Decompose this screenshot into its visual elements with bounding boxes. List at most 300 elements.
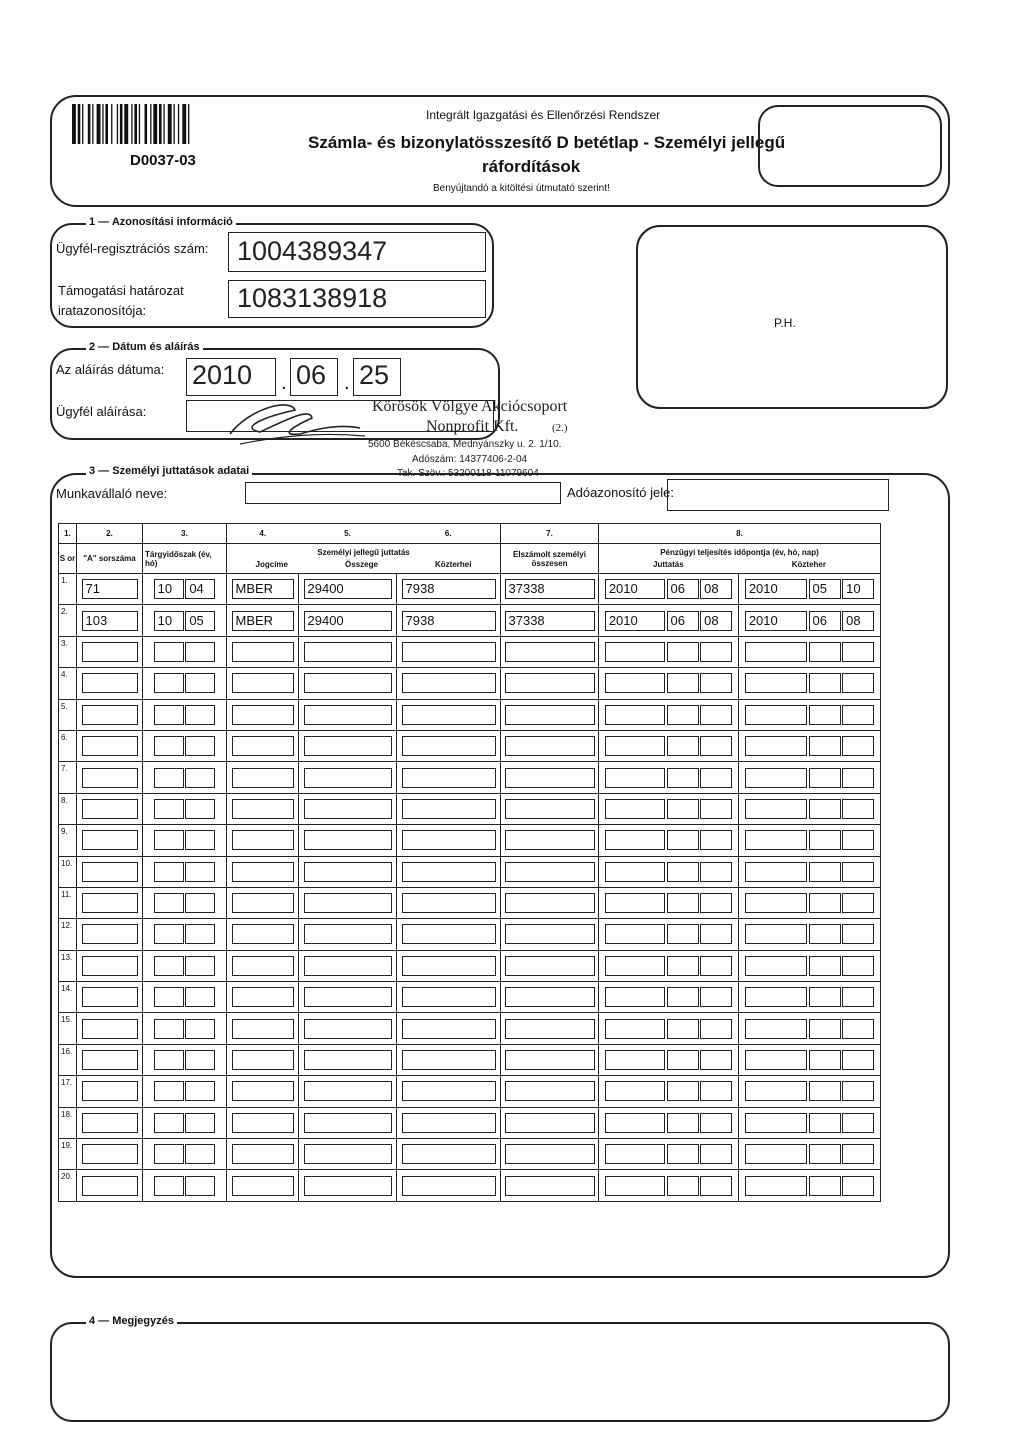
elszamolt-box[interactable] — [505, 642, 595, 662]
juttatas-ev-box[interactable] — [605, 1050, 665, 1070]
kozteher-ho-box[interactable] — [809, 1113, 841, 1133]
kozteher-ev-box[interactable] — [745, 642, 807, 662]
kozteher-nap-box[interactable] — [842, 1050, 874, 1070]
targy-ho-box[interactable] — [185, 736, 215, 756]
remarks-field[interactable] — [56, 1332, 940, 1412]
kozterhei-box[interactable] — [402, 924, 496, 944]
jogcime-box[interactable] — [232, 1144, 294, 1164]
juttatas-ev-box[interactable] — [605, 736, 665, 756]
kozteher-nap-box[interactable] — [842, 830, 874, 850]
kozteher-ho-box[interactable] — [809, 1050, 841, 1070]
targy-ho-box[interactable] — [185, 1081, 215, 1101]
jogcime-box[interactable] — [232, 642, 294, 662]
a-sorszama-box[interactable] — [82, 799, 138, 819]
targy-ev-box[interactable] — [154, 673, 184, 693]
targy-ho-box[interactable] — [185, 1144, 215, 1164]
juttatas-ev-box[interactable] — [605, 1019, 665, 1039]
kozteher-ho-box[interactable] — [809, 1176, 841, 1196]
osszege-box[interactable]: 29400 — [304, 611, 392, 631]
kozteher-nap-box[interactable]: 08 — [842, 611, 874, 631]
targy-ho-box[interactable] — [185, 705, 215, 725]
kozteher-ho-box[interactable] — [809, 799, 841, 819]
col-number-5: 5. — [299, 524, 397, 544]
tax-id-label: Adóazonosító jele: — [567, 485, 674, 500]
targy-ho-box[interactable] — [185, 1019, 215, 1039]
cell-jogcime — [227, 856, 299, 887]
cell-kozteher — [739, 1076, 881, 1107]
juttatas-ev-box[interactable] — [605, 705, 665, 725]
kozteher-nap-box[interactable] — [842, 1081, 874, 1101]
juttatas-ho-box[interactable]: 06 — [667, 611, 699, 631]
cell-targyidoszak — [143, 982, 227, 1013]
a-sorszama-box[interactable] — [82, 987, 138, 1007]
kozterhei-box[interactable] — [402, 830, 496, 850]
jogcime-box[interactable] — [232, 705, 294, 725]
juttatas-nap-box[interactable] — [700, 705, 732, 725]
a-sorszama-box[interactable] — [82, 1176, 138, 1196]
a-sorszama-box[interactable] — [82, 705, 138, 725]
targy-ho-box[interactable] — [185, 893, 215, 913]
form-title-line2: ráfordítások — [482, 157, 581, 176]
juttatas-ho-box[interactable] — [667, 862, 699, 882]
cell-juttatas — [599, 762, 739, 793]
client-reg-field[interactable] — [228, 232, 486, 272]
cell-kozteher — [739, 762, 881, 793]
kozteher-ev-box[interactable] — [745, 673, 807, 693]
elszamolt-box[interactable] — [505, 736, 595, 756]
kozteher-ho-box[interactable]: 06 — [809, 611, 841, 631]
juttatas-nap-box[interactable] — [700, 642, 732, 662]
section2-heading: 2 — Dátum és aláírás — [86, 341, 203, 353]
targy-ho-box[interactable] — [185, 1113, 215, 1133]
targy-ho-box[interactable] — [185, 768, 215, 788]
juttatas-ho-box[interactable] — [667, 1050, 699, 1070]
juttatas-ho-box[interactable] — [667, 987, 699, 1007]
elszamolt-box[interactable] — [505, 1113, 595, 1133]
targy-ho-box[interactable]: 05 — [185, 611, 215, 631]
kozterhei-box[interactable] — [402, 705, 496, 725]
kozteher-ho-box[interactable] — [809, 862, 841, 882]
osszege-box[interactable] — [304, 924, 392, 944]
jogcime-box[interactable] — [232, 799, 294, 819]
kozterhei-box[interactable] — [402, 1019, 496, 1039]
kozterhei-box[interactable] — [402, 862, 496, 882]
elszamolt-box[interactable] — [505, 673, 595, 693]
targy-ev-box[interactable] — [154, 1113, 184, 1133]
targy-ev-box[interactable] — [154, 1019, 184, 1039]
kozteher-ev-box[interactable]: 2010 — [745, 611, 807, 631]
cell-juttatas — [599, 699, 739, 730]
osszege-box[interactable] — [304, 1050, 392, 1070]
osszege-box[interactable] — [304, 768, 392, 788]
osszege-box[interactable] — [304, 799, 392, 819]
table-row — [59, 950, 881, 981]
kozteher-ev-box[interactable] — [745, 893, 807, 913]
targy-ho-box[interactable] — [185, 799, 215, 819]
kozteher-nap-box[interactable] — [842, 956, 874, 976]
kozterhei-box[interactable] — [402, 799, 496, 819]
jogcime-box[interactable] — [232, 862, 294, 882]
targy-ho-box[interactable] — [185, 987, 215, 1007]
juttatas-ho-box[interactable] — [667, 736, 699, 756]
juttatas-ev-box[interactable] — [605, 924, 665, 944]
kozteher-ev-box[interactable] — [745, 830, 807, 850]
targy-ev-box[interactable] — [154, 893, 184, 913]
kozteher-ho-box[interactable] — [809, 736, 841, 756]
a-sorszama-box[interactable]: 103 — [82, 611, 138, 631]
kozteher-nap-box[interactable] — [842, 673, 874, 693]
juttatas-nap-box[interactable] — [700, 893, 732, 913]
col-number-1: 1. — [59, 524, 77, 544]
jogcime-box[interactable] — [232, 673, 294, 693]
jogcime-box[interactable] — [232, 1081, 294, 1101]
targy-ev-box[interactable] — [154, 1144, 184, 1164]
kozteher-ev-box[interactable] — [745, 1144, 807, 1164]
targy-ev-box[interactable] — [154, 736, 184, 756]
jogcime-box[interactable] — [232, 893, 294, 913]
targy-ho-box[interactable] — [185, 642, 215, 662]
kozteher-nap-box[interactable] — [842, 1113, 874, 1133]
kozteher-ev-box[interactable] — [745, 1081, 807, 1101]
kozteher-nap-box[interactable]: 10 — [842, 579, 874, 599]
osszege-box[interactable] — [304, 705, 392, 725]
osszege-box[interactable] — [304, 642, 392, 662]
osszege-box[interactable] — [304, 956, 392, 976]
targy-ev-box[interactable] — [154, 768, 184, 788]
cell-a-sorszama — [77, 919, 143, 950]
juttatas-nap-box[interactable] — [700, 862, 732, 882]
juttatas-ev-box[interactable] — [605, 893, 665, 913]
juttatas-ev-box[interactable] — [605, 830, 665, 850]
kozteher-ho-box[interactable] — [809, 956, 841, 976]
juttatas-nap-box[interactable] — [700, 1113, 732, 1133]
jogcime-box[interactable] — [232, 736, 294, 756]
elszamolt-box[interactable]: 37338 — [505, 611, 595, 631]
kozterhei-box[interactable] — [402, 1144, 496, 1164]
targy-ev-box[interactable] — [154, 956, 184, 976]
juttatas-ev-box[interactable] — [605, 642, 665, 662]
osszege-box[interactable] — [304, 1113, 392, 1133]
table-row — [59, 1044, 881, 1075]
cell-juttatas — [599, 1013, 739, 1044]
juttatas-nap-box[interactable]: 08 — [700, 611, 732, 631]
kozterhei-box[interactable] — [402, 893, 496, 913]
kozteher-ev-box[interactable] — [745, 924, 807, 944]
jogcime-box[interactable]: MBER — [232, 611, 294, 631]
row-number: 17. — [59, 1076, 77, 1107]
cell-kozterhei — [397, 668, 501, 699]
juttatas-nap-box[interactable] — [700, 1050, 732, 1070]
juttatas-ev-box[interactable] — [605, 1081, 665, 1101]
kozteher-ev-box[interactable] — [745, 705, 807, 725]
kozteher-nap-box[interactable] — [842, 1019, 874, 1039]
juttatas-ho-box[interactable] — [667, 705, 699, 725]
elszamolt-box[interactable] — [505, 1176, 595, 1196]
cell-jogcime — [227, 919, 299, 950]
kozterhei-box[interactable]: 7938 — [402, 579, 496, 599]
kozterhei-box[interactable]: 7938 — [402, 611, 496, 631]
tax-id-field[interactable] — [667, 479, 889, 511]
targy-ev-box[interactable] — [154, 987, 184, 1007]
kozteher-nap-box[interactable] — [842, 799, 874, 819]
kozteher-ho-box[interactable] — [809, 1144, 841, 1164]
juttatas-ho-box[interactable] — [667, 956, 699, 976]
juttatas-ho-box[interactable]: 06 — [667, 579, 699, 599]
kozteher-nap-box[interactable] — [842, 642, 874, 662]
juttatas-ev-box[interactable] — [605, 987, 665, 1007]
elszamolt-box[interactable] — [505, 956, 595, 976]
kozteher-ho-box[interactable] — [809, 1081, 841, 1101]
kozteher-ho-box[interactable] — [809, 893, 841, 913]
elszamolt-box[interactable] — [505, 987, 595, 1007]
kozteher-ho-box[interactable] — [809, 924, 841, 944]
a-sorszama-box[interactable] — [82, 830, 138, 850]
row-number: 6. — [59, 730, 77, 761]
targy-ho-box[interactable] — [185, 673, 215, 693]
targy-ho-box[interactable] — [185, 862, 215, 882]
cell-osszege — [299, 919, 397, 950]
kozterhei-box[interactable] — [402, 1050, 496, 1070]
osszege-box[interactable]: 29400 — [304, 579, 392, 599]
juttatas-nap-box[interactable] — [700, 1176, 732, 1196]
juttatas-nap-box[interactable] — [700, 924, 732, 944]
kozteher-ev-box[interactable] — [745, 736, 807, 756]
elszamolt-box[interactable] — [505, 830, 595, 850]
a-sorszama-box[interactable] — [82, 1019, 138, 1039]
targy-ev-box[interactable] — [154, 1176, 184, 1196]
jogcime-box[interactable] — [232, 768, 294, 788]
kozteher-ev-box[interactable] — [745, 987, 807, 1007]
kozteher-nap-box[interactable] — [842, 862, 874, 882]
osszege-box[interactable] — [304, 736, 392, 756]
kozteher-ho-box[interactable] — [809, 768, 841, 788]
cell-juttatas — [599, 1170, 739, 1201]
cell-osszege — [299, 574, 397, 605]
jogcime-box[interactable] — [232, 1050, 294, 1070]
kozterhei-box[interactable] — [402, 1081, 496, 1101]
targy-ev-box[interactable] — [154, 705, 184, 725]
a-sorszama-box[interactable] — [82, 1144, 138, 1164]
header-juttatas: Juttatás — [653, 560, 684, 569]
juttatas-ho-box[interactable] — [667, 1019, 699, 1039]
kozteher-ev-box[interactable] — [745, 862, 807, 882]
a-sorszama-box[interactable] — [82, 893, 138, 913]
osszege-box[interactable] — [304, 987, 392, 1007]
juttatas-nap-box[interactable] — [700, 956, 732, 976]
juttatas-nap-box[interactable] — [700, 830, 732, 850]
kozteher-nap-box[interactable] — [842, 768, 874, 788]
osszege-box[interactable] — [304, 1176, 392, 1196]
cell-kozterhei — [397, 574, 501, 605]
kozteher-ev-box[interactable] — [745, 799, 807, 819]
cell-kozterhei — [397, 950, 501, 981]
kozteher-nap-box[interactable] — [842, 893, 874, 913]
juttatas-nap-box[interactable] — [700, 987, 732, 1007]
osszege-box[interactable] — [304, 862, 392, 882]
jogcime-box[interactable] — [232, 1019, 294, 1039]
kozterhei-box[interactable] — [402, 956, 496, 976]
elszamolt-box[interactable] — [505, 1019, 595, 1039]
kozteher-ev-box[interactable]: 2010 — [745, 579, 807, 599]
client-reg-label: Ügyfél-regisztrációs szám: — [56, 241, 209, 256]
targy-ev-box[interactable] — [154, 642, 184, 662]
kozteher-nap-box[interactable] — [842, 1144, 874, 1164]
elszamolt-box[interactable] — [505, 862, 595, 882]
juttatas-ev-box[interactable]: 2010 — [605, 579, 665, 599]
juttatas-ho-box[interactable] — [667, 1144, 699, 1164]
targy-ev-box[interactable]: 10 — [154, 611, 184, 631]
jogcime-box[interactable] — [232, 830, 294, 850]
cell-a-sorszama — [77, 856, 143, 887]
osszege-box[interactable] — [304, 893, 392, 913]
jogcime-box[interactable]: MBER — [232, 579, 294, 599]
cell-kozteher — [739, 919, 881, 950]
juttatas-ho-box[interactable] — [667, 1081, 699, 1101]
kozterhei-box[interactable] — [402, 1176, 496, 1196]
kozteher-ev-box[interactable] — [745, 1176, 807, 1196]
kozteher-nap-box[interactable] — [842, 924, 874, 944]
juttatas-ho-box[interactable] — [667, 799, 699, 819]
elszamolt-box[interactable] — [505, 1050, 595, 1070]
juttatas-nap-box[interactable] — [700, 799, 732, 819]
a-sorszama-box[interactable] — [82, 642, 138, 662]
kozterhei-box[interactable] — [402, 736, 496, 756]
jogcime-box[interactable] — [232, 1113, 294, 1133]
a-sorszama-box[interactable] — [82, 924, 138, 944]
juttatas-ev-box[interactable] — [605, 956, 665, 976]
targy-ev-box[interactable] — [154, 924, 184, 944]
targy-ev-box[interactable] — [154, 1081, 184, 1101]
juttatas-nap-box[interactable] — [700, 768, 732, 788]
jogcime-box[interactable] — [232, 924, 294, 944]
kozteher-ev-box[interactable] — [745, 1050, 807, 1070]
juttatas-nap-box[interactable] — [700, 1144, 732, 1164]
juttatas-ev-box[interactable] — [605, 862, 665, 882]
elszamolt-box[interactable] — [505, 893, 595, 913]
juttatas-ho-box[interactable] — [667, 924, 699, 944]
kozteher-ho-box[interactable] — [809, 673, 841, 693]
date-day-value: 25 — [359, 360, 390, 390]
a-sorszama-box[interactable]: 71 — [82, 579, 138, 599]
osszege-box[interactable] — [304, 1144, 392, 1164]
juttatas-ho-box[interactable] — [667, 673, 699, 693]
jogcime-box[interactable] — [232, 956, 294, 976]
jogcime-box[interactable] — [232, 1176, 294, 1196]
juttatas-ev-box[interactable] — [605, 673, 665, 693]
osszege-box[interactable] — [304, 830, 392, 850]
kozterhei-box[interactable] — [402, 642, 496, 662]
juttatas-nap-box[interactable] — [700, 673, 732, 693]
cell-elszamolt — [501, 1107, 599, 1138]
elszamolt-box[interactable] — [505, 1144, 595, 1164]
a-sorszama-box[interactable] — [82, 956, 138, 976]
elszamolt-box[interactable]: 37338 — [505, 579, 595, 599]
targy-ev-box[interactable] — [154, 799, 184, 819]
kozteher-ho-box[interactable] — [809, 830, 841, 850]
juttatas-ev-box[interactable] — [605, 1144, 665, 1164]
elszamolt-box[interactable] — [505, 924, 595, 944]
a-sorszama-box[interactable] — [82, 736, 138, 756]
juttatas-nap-box[interactable] — [700, 1019, 732, 1039]
kozteher-ev-box[interactable] — [745, 768, 807, 788]
a-sorszama-box[interactable] — [82, 1050, 138, 1070]
juttatas-ho-box[interactable] — [667, 642, 699, 662]
kozteher-nap-box[interactable] — [842, 736, 874, 756]
osszege-box[interactable] — [304, 673, 392, 693]
juttatas-ev-box[interactable]: 2010 — [605, 611, 665, 631]
targy-ho-box[interactable] — [185, 924, 215, 944]
juttatas-ho-box[interactable] — [667, 768, 699, 788]
kozteher-nap-box[interactable] — [842, 1176, 874, 1196]
targy-ev-box[interactable] — [154, 1050, 184, 1070]
decision-id-field[interactable] — [228, 280, 486, 318]
targy-ho-box[interactable] — [185, 1050, 215, 1070]
cell-kozterhei — [397, 762, 501, 793]
elszamolt-box[interactable] — [505, 1081, 595, 1101]
targy-ev-box[interactable]: 10 — [154, 579, 184, 599]
targy-ho-box[interactable] — [185, 956, 215, 976]
targy-ev-box[interactable] — [154, 830, 184, 850]
cell-elszamolt — [501, 856, 599, 887]
a-sorszama-box[interactable] — [82, 1113, 138, 1133]
cell-juttatas — [599, 856, 739, 887]
decision-label-1: Támogatási határozat — [58, 283, 184, 298]
juttatas-ho-box[interactable] — [667, 893, 699, 913]
juttatas-ho-box[interactable] — [667, 1113, 699, 1133]
kozteher-nap-box[interactable] — [842, 705, 874, 725]
kozteher-ho-box[interactable] — [809, 642, 841, 662]
juttatas-ev-box[interactable] — [605, 799, 665, 819]
kozterhei-box[interactable] — [402, 768, 496, 788]
juttatas-nap-box[interactable] — [700, 1081, 732, 1101]
juttatas-ev-box[interactable] — [605, 1113, 665, 1133]
kozterhei-box[interactable] — [402, 987, 496, 1007]
juttatas-ho-box[interactable] — [667, 1176, 699, 1196]
juttatas-nap-box[interactable] — [700, 736, 732, 756]
targy-ho-box[interactable] — [185, 1176, 215, 1196]
employee-name-field[interactable] — [245, 482, 561, 504]
osszege-box[interactable] — [304, 1081, 392, 1101]
osszege-box[interactable] — [304, 1019, 392, 1039]
juttatas-nap-box[interactable]: 08 — [700, 579, 732, 599]
a-sorszama-box[interactable] — [82, 1081, 138, 1101]
kozteher-ho-box[interactable] — [809, 1019, 841, 1039]
kozteher-ho-box[interactable]: 05 — [809, 579, 841, 599]
elszamolt-box[interactable] — [505, 799, 595, 819]
kozteher-ho-box[interactable] — [809, 705, 841, 725]
kozteher-ev-box[interactable] — [745, 1019, 807, 1039]
kozterhei-box[interactable] — [402, 1113, 496, 1133]
a-sorszama-box[interactable] — [82, 768, 138, 788]
kozteher-ho-box[interactable] — [809, 987, 841, 1007]
a-sorszama-box[interactable] — [82, 673, 138, 693]
a-sorszama-box[interactable] — [82, 862, 138, 882]
kozteher-nap-box[interactable] — [842, 987, 874, 1007]
elszamolt-box[interactable] — [505, 768, 595, 788]
jogcime-box[interactable] — [232, 987, 294, 1007]
targy-ev-box[interactable] — [154, 862, 184, 882]
kozterhei-box[interactable] — [402, 673, 496, 693]
juttatas-ev-box[interactable] — [605, 1176, 665, 1196]
row-number: 18. — [59, 1107, 77, 1138]
elszamolt-box[interactable] — [505, 705, 595, 725]
targy-ho-box[interactable] — [185, 830, 215, 850]
targy-ho-box[interactable]: 04 — [185, 579, 215, 599]
kozteher-ev-box[interactable] — [745, 956, 807, 976]
juttatas-ho-box[interactable] — [667, 830, 699, 850]
kozteher-ev-box[interactable] — [745, 1113, 807, 1133]
juttatas-ev-box[interactable] — [605, 768, 665, 788]
